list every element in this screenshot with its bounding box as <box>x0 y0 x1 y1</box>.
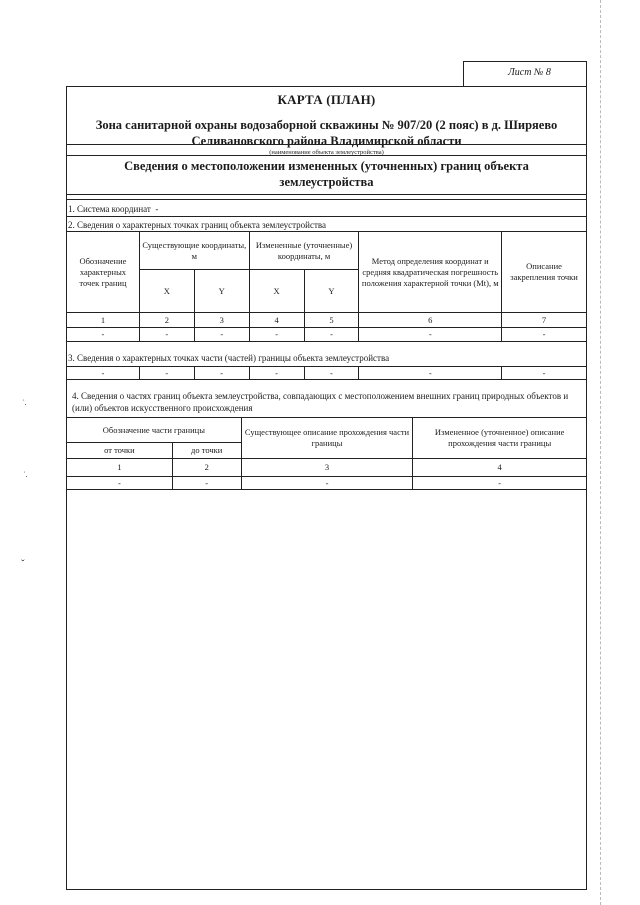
section3-label: 3. Сведения о характерных точках части (частей) границы объекта землеустройства <box>68 353 390 363</box>
table-cell: - <box>413 477 587 490</box>
document-title: КАРТА (ПЛАН) <box>277 92 376 107</box>
table-cell: - <box>502 367 587 380</box>
header-from-point: от точки <box>67 443 173 459</box>
document-subtitle: Зона санитарной охраны водозаборной скважины № 907/20 (2 пояс) в д. Ширяево Селивановского района Владимирской области <box>95 118 558 148</box>
divider <box>66 155 587 156</box>
margin-mark: ˇ <box>21 558 25 570</box>
header-y: Y <box>304 270 359 313</box>
header-y: Y <box>194 270 249 313</box>
table-cell: - <box>241 477 413 490</box>
part-points-table <box>66 366 587 380</box>
title-caption: (наименование объекта землеустройства) <box>269 149 384 156</box>
table-cell: - <box>194 367 249 380</box>
section-heading: Сведения о местоположении измененных (уточненных) границ объекта землеустройства <box>124 159 529 189</box>
boundary-points-table <box>66 231 587 342</box>
header-existing-coordinates: Существующие координаты, м <box>139 232 249 270</box>
column-number: 4 <box>249 313 304 328</box>
sheet-number: Лист № 8 <box>508 67 551 78</box>
margin-mark: ˙. <box>23 470 28 479</box>
column-number: 7 <box>502 313 587 328</box>
section1-line <box>68 204 158 215</box>
table-cell: - <box>67 477 173 490</box>
table-cell: - <box>249 328 304 342</box>
section1-label: 1. Система координат <box>68 204 151 214</box>
section1-value: - <box>155 204 159 214</box>
column-number-row <box>67 459 587 477</box>
section2-label: 2. Сведения о характерных точках границ объекта землеустройства <box>68 220 327 230</box>
divider <box>66 199 587 200</box>
table-cell: - <box>249 367 304 380</box>
table-cell: - <box>194 328 249 342</box>
table-cell: - <box>172 477 241 490</box>
header-x: X <box>249 270 304 313</box>
column-number: 3 <box>241 459 413 477</box>
column-number-row <box>67 313 587 328</box>
column-number: 5 <box>304 313 359 328</box>
header-changed-description: Измененное (уточненное) описание прохождения части границы <box>413 418 587 459</box>
page-edge-marks <box>600 0 602 905</box>
table-cell: - <box>67 367 140 380</box>
header-existing-description: Существующее описание прохождения части границы <box>241 418 413 459</box>
header-x: X <box>139 270 194 313</box>
divider <box>66 216 587 217</box>
margin-mark: ˙. <box>22 398 27 407</box>
column-number: 2 <box>172 459 241 477</box>
table-cell: - <box>359 328 502 342</box>
column-number: 4 <box>413 459 587 477</box>
caption-underline <box>66 144 587 145</box>
column-number: 1 <box>67 459 173 477</box>
header-part-designation: Обозначение части границы <box>67 418 242 443</box>
column-number: 1 <box>67 313 140 328</box>
column-number: 6 <box>359 313 502 328</box>
table-cell: - <box>139 367 194 380</box>
header-designation: Обозначение характерных точек границ <box>67 232 140 313</box>
table-cell: - <box>304 328 359 342</box>
header-method: Метод определения координат и средняя квадратическая погрешность положения характерной точки (Mt), м <box>359 232 502 313</box>
table-row <box>67 367 587 380</box>
section4-label: 4. Сведения о частях границ объекта землеустройства, совпадающих с местоположением внешних границ природных объектов и (или) объектов искусственного происхождения <box>72 391 569 413</box>
header-changed-coordinates: Измененные (уточненные) координаты, м <box>249 232 359 270</box>
table-row <box>67 477 587 490</box>
table-cell: - <box>304 367 359 380</box>
table-cell: - <box>139 328 194 342</box>
table-cell: - <box>67 328 140 342</box>
table-cell: - <box>502 328 587 342</box>
title-block <box>66 88 587 157</box>
header-to-point: до точки <box>172 443 241 459</box>
table-row <box>67 328 587 342</box>
column-number: 3 <box>194 313 249 328</box>
table-cell: - <box>359 367 502 380</box>
column-number: 2 <box>139 313 194 328</box>
boundary-parts-table <box>66 417 587 490</box>
header-description: Описание закрепления точки <box>502 232 587 313</box>
divider <box>66 194 587 195</box>
